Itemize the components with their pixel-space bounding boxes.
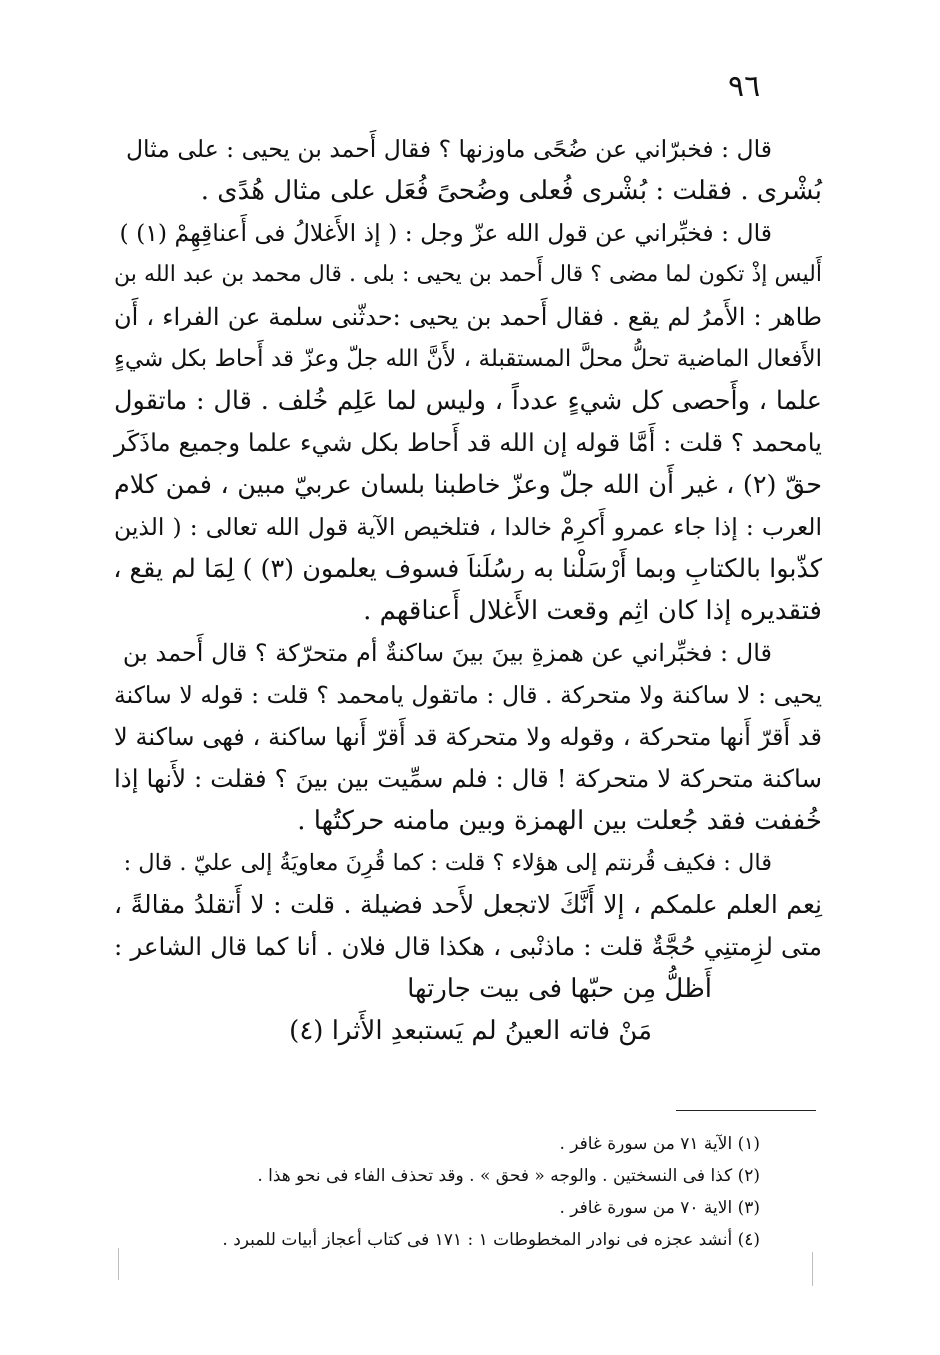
text-line: طاهر : الأَمرُ لم يقع . فقال أَحمد بن يحيى :حدثّنى سلمة عن الفراء ، أَن: [114, 303, 822, 331]
main-text: [114, 128, 822, 1052]
footnote: (٢) كذا فى النسختين . والوجه « فحق » . وقد تحذف الفاء فى نحو هذا .: [257, 1166, 760, 1186]
margin-mark: [812, 1252, 813, 1286]
text-line: قد أَقرّ أَنها متحركة ، وقوله ولا متحركة قد أَقرّ أَنها ساكنة ، فهى ساكنة لا: [114, 723, 822, 751]
verse-line: مَنْ فاته العينُ لم يَستبعدِ الأَثرا (٤): [289, 1016, 652, 1046]
footnotes: [200, 1128, 760, 1256]
text-line: قال : فكيف قُرنتم إلى هؤلاء ؟ قلت : كما قُرِنَ معاويَةُ إلى عليّ . قال :: [123, 850, 772, 876]
margin-mark: [118, 1248, 119, 1280]
footnote-separator: [676, 1110, 816, 1111]
text-line: قال : فخبرّاني عن ضُحًى ماوزنها ؟ فقال أَحمد بن يحيى : على مثال: [125, 135, 772, 163]
footnote: (٤) أنشد عجزه فى نوادر المخطوطات ١ : ١٧١ فى كتاب أعجاز أبيات للمبرد .: [222, 1230, 760, 1250]
text-line: كذّبوا بالكتابِ وبما أَرْسَلْنا به رسُلَناَ فسوف يعلمون (٣) ) لِمَا لم يقع ،: [113, 554, 822, 584]
text-line: قال : فخبِّراني عن همزةِ بينَ بينَ ساكنةٌ أم متحرّكة ؟ قال أَحمد بن: [122, 639, 772, 667]
text-line: أَليس إذْ تكون لما مضى ؟ قال أَحمد بن يحيى : بلى . قال محمد بن عبد الله بن: [114, 262, 822, 287]
text-line: العرب : إذا جاء عمرو أَكرِمْ خالدا ، فتلخيص الآية قول الله تعالى : ( الذين: [114, 513, 822, 541]
footnote: (٣) الاية ٧٠ من سورة غافر .: [559, 1198, 760, 1218]
text-line: فتقديره إذا كان اثِم وقعت الأَغلال أَعناقهم .: [363, 596, 822, 626]
text-line: ساكنة متحركة لا متحركة ! قال : فلم سمِّيت بين بينَ ؟ فقلت : لأَنها إذا: [114, 764, 822, 793]
text-line: يامحمد ؟ قلت : أَمَّا قوله إن الله قد أَحاط بكل شيء علما وجميع ماذَكَر: [114, 428, 822, 457]
text-line: متى لزِمتنِي حُجَّةٌ قلت : ماذنْبى ، هكذا قال فلان . أنا كما قال الشاعر :: [114, 932, 822, 961]
text-line: خُففت فقد جُعلت بين الهمزة وبين مامنه حركتُها .: [297, 806, 822, 836]
text-line: بُشْرى . فقلت : بُشْرى فُعلى وضُحىً فُعَل على مثال هُدًى .: [200, 176, 822, 206]
verse-line: أَظلُّ مِن حبّها فى بيت جارتها: [407, 974, 712, 1004]
text-line: يحيى : لا ساكنة ولا متحركة . قال : ماتقول يامحمد ؟ قلت : قوله لا ساكنة: [114, 681, 822, 709]
footnote: (١) الآية ٧١ من سورة غافر .: [559, 1134, 760, 1154]
text-line: حقّ (٢) ، غير أَن الله جلّ وعزّ خاطبنا بلسان عربيّ مبين ، فمن كلام: [114, 470, 822, 500]
text-line: علما ، وأَحصى كل شيءٍ عدداً ، وليس لما عَلِم خُلف . قال : ماتقول: [114, 386, 822, 416]
text-line: نِعم العلم علمكم ، إلا أَنَّكَ لاتجعل لأَحد فضيلة . قلت : لا أَتقلدُ مقالةً ،: [114, 890, 822, 919]
text-line: قال : فخبِّراني عن قول الله عزّ وجل : ( إذ الأَغلالُ فى أَعناقِهِمْ (١) ): [119, 219, 772, 247]
text-line: الأَفعال الماضية تحلُّ محلَّ المستقبلة ، لأَنَّ الله جلّ وعزّ قد أَحاط بكل شيءٍ: [114, 346, 822, 372]
page-number: ٩٦: [728, 69, 761, 104]
